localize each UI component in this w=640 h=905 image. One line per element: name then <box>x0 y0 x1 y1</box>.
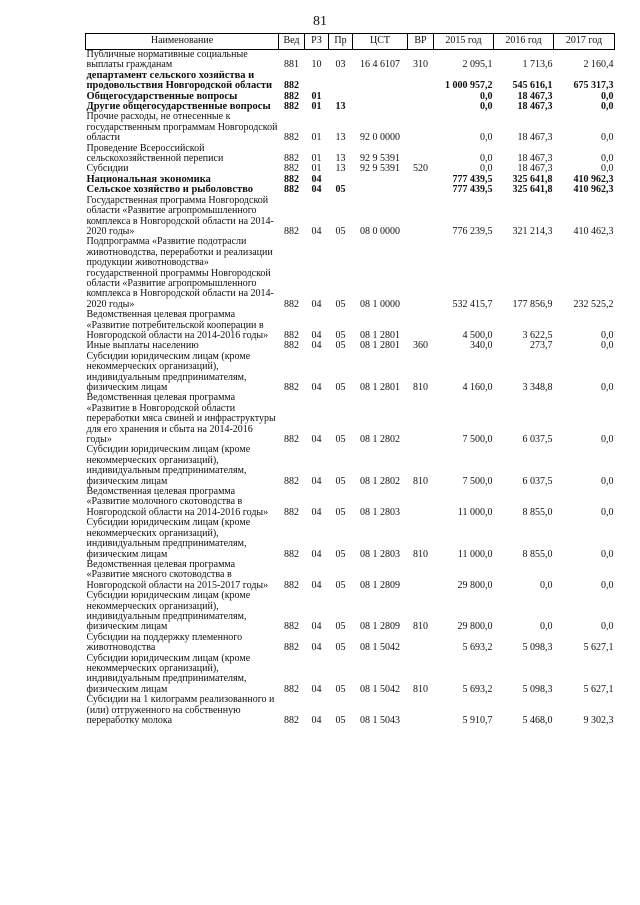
cell-2016: 3 622,5 <box>522 329 553 341</box>
cell-rz: 04 <box>311 506 322 518</box>
cell-name: департамент сельского хозяйства и продовольствия Новгородской области <box>86 69 273 92</box>
cell-cst <box>353 185 408 195</box>
cell-cst: 08 1 2801 <box>360 382 400 393</box>
cell-pr: 05 <box>335 382 346 393</box>
cell-pr: 05 <box>335 434 346 446</box>
cell-2016: 273,7 <box>530 340 553 352</box>
cell-vr <box>408 112 434 143</box>
cell-rz: 04 <box>311 579 322 591</box>
cell-name: Субсидии юридическим лицам (кроме некоммерческих организаций), индивидуальным предпринимателям, физическим лицам <box>86 590 251 633</box>
cell-ved: 882 <box>284 101 299 113</box>
cell-cst: 08 1 5042 <box>360 642 400 654</box>
cell-2017: 0,0 <box>601 101 614 113</box>
cell-2016: 545 616,1 <box>512 80 553 92</box>
cell-name: Субсидии юридическим лицам (кроме некоммерческих организаций), индивидуальным предпринимателям, физическим лицам <box>86 517 251 560</box>
cell-2017: 0,0 <box>601 90 614 102</box>
cell-ved: 882 <box>284 132 299 144</box>
cell-vr: 810 <box>413 683 428 695</box>
cell-cst: 08 1 2809 <box>360 579 400 591</box>
cell-rz <box>305 71 329 92</box>
cell-ved: 882 <box>284 90 299 102</box>
cell-ved: 882 <box>284 184 299 196</box>
cell-2016: 177 856,9 <box>512 298 553 310</box>
cell-vr <box>408 185 434 195</box>
table-row <box>86 654 615 696</box>
header-cst: ЦСТ <box>353 34 408 50</box>
cell-2016: 8 855,0 <box>522 548 553 560</box>
cell-cst <box>353 71 408 92</box>
cell-pr: 13 <box>335 132 346 144</box>
cell-2015: 4 160,0 <box>462 382 493 393</box>
cell-2016: 3 348,8 <box>522 382 553 393</box>
cell-name: Субсидии на поддержку племенного животноводства <box>86 631 243 654</box>
cell-ved: 882 <box>284 579 299 591</box>
cell-rz: 01 <box>311 90 322 102</box>
cell-ved: 882 <box>284 298 299 310</box>
cell-name: Субсидии <box>86 163 129 175</box>
cell-2016: 5 098,3 <box>522 683 553 695</box>
cell-ved: 882 <box>284 163 299 175</box>
cell-2015: 5 693,2 <box>462 642 493 654</box>
cell-pr: 05 <box>335 329 346 341</box>
cell-ved: 881 <box>284 59 299 71</box>
cell-2016: 18 467,3 <box>517 132 553 144</box>
cell-name: Субсидии юридическим лицам (кроме некоммерческих организаций), индивидуальным предпринимателям, физическим лицам <box>86 350 251 393</box>
table-row <box>86 196 615 238</box>
cell-ved: 882 <box>284 475 299 487</box>
cell-pr: 05 <box>335 642 346 654</box>
cell-2015: 532 415,7 <box>452 298 493 310</box>
cell-cst: 16 4 6107 <box>360 59 400 71</box>
cell-2015: 340,0 <box>470 340 493 352</box>
cell-rz: 04 <box>311 329 322 341</box>
cell-2016: 6 037,5 <box>522 475 553 487</box>
header-rz: РЗ <box>305 34 329 50</box>
cell-2015: 0,0 <box>480 90 493 102</box>
cell-vr <box>408 633 434 654</box>
cell-vr: 310 <box>413 59 428 71</box>
cell-ved: 882 <box>284 173 299 185</box>
cell-2015: 0,0 <box>480 132 493 144</box>
cell-rz: 01 <box>311 101 322 113</box>
cell-cst: 08 1 2803 <box>360 506 400 518</box>
cell-cst: 08 1 2802 <box>360 475 400 487</box>
cell-2016: 0,0 <box>540 621 553 633</box>
cell-2015: 7 500,0 <box>462 475 493 487</box>
cell-ved: 882 <box>284 621 299 633</box>
cell-rz: 04 <box>311 642 322 654</box>
cell-2015: 7 500,0 <box>462 434 493 446</box>
cell-rz: 04 <box>311 475 322 487</box>
cell-cst: 92 9 5391 <box>360 153 400 165</box>
table-row <box>86 695 615 726</box>
cell-name: Публичные нормативные социальные выплаты гражданам <box>86 49 248 71</box>
cell-2015: 29 800,0 <box>457 621 493 633</box>
cell-ved: 882 <box>284 340 299 352</box>
cell-2016: 6 037,5 <box>522 434 553 446</box>
cell-2017: 0,0 <box>601 548 614 560</box>
cell-name: Иные выплаты населению <box>86 340 199 352</box>
cell-pr: 05 <box>335 506 346 518</box>
cell-2015: 1 000 957,2 <box>445 80 493 92</box>
cell-cst: 92 0 0000 <box>360 132 400 144</box>
cell-name: Государственная программа Новгородской области «Развитие агропромышленного комплекса в Новгородской области на 2014-2020 годы» <box>86 194 274 237</box>
cell-name: Ведомственная целевая программа «Развитие молочного скотоводства в Новгородской области на 2014-2016 годы» <box>86 486 269 518</box>
cell-2017: 0,0 <box>601 434 614 446</box>
cell-vr: 810 <box>413 382 428 393</box>
cell-pr: 13 <box>335 153 346 165</box>
table-row <box>86 487 615 518</box>
cell-2015: 29 800,0 <box>457 579 493 591</box>
cell-2017: 0,0 <box>601 132 614 144</box>
table-row <box>86 112 615 143</box>
cell-name: Подпрограмма «Развитие подотрасли животноводства, переработки и реализации продукции животноводства» государственной программы Новгородской области «Развитие агропромышленного комплекса в Новгородской области на 2014-2020 годы» <box>86 236 274 310</box>
cell-pr: 03 <box>335 59 346 71</box>
cell-name: Субсидии на 1 килограмм реализованного и (или) отгруженного на собственную переработку молока <box>86 694 275 726</box>
table-row <box>86 310 615 341</box>
cell-rz: 01 <box>311 153 322 165</box>
cell-2017: 232 525,2 <box>573 298 614 310</box>
cell-rz: 04 <box>311 225 322 237</box>
cell-cst <box>353 175 408 185</box>
cell-vr <box>408 393 434 445</box>
cell-2016: 1 713,6 <box>522 59 553 71</box>
cell-2017: 0,0 <box>601 329 614 341</box>
cell-2015: 2 095,1 <box>462 59 493 71</box>
cell-2017: 0,0 <box>601 163 614 175</box>
cell-pr: 05 <box>335 548 346 560</box>
table-row <box>86 71 615 92</box>
cell-ved: 882 <box>284 434 299 446</box>
cell-vr <box>408 175 434 185</box>
cell-pr: 13 <box>335 163 346 175</box>
cell-vr <box>408 102 434 112</box>
cell-ved: 882 <box>284 683 299 695</box>
table-row <box>86 393 615 445</box>
cell-pr <box>329 71 353 92</box>
cell-rz: 04 <box>311 621 322 633</box>
table-body <box>86 50 615 727</box>
table-row <box>86 633 615 654</box>
cell-vr <box>408 560 434 591</box>
cell-pr: 05 <box>335 298 346 310</box>
cell-2016: 5 468,0 <box>522 715 553 726</box>
cell-vr <box>408 487 434 518</box>
header-name: Наименование <box>86 34 279 50</box>
cell-vr: 810 <box>413 475 428 487</box>
cell-pr: 13 <box>335 101 346 113</box>
page-number: 81 <box>313 14 327 29</box>
cell-2017: 5 627,1 <box>583 683 614 695</box>
cell-cst: 08 1 2801 <box>360 340 400 352</box>
cell-2017: 0,0 <box>601 382 614 393</box>
cell-name: Прочие расходы, не отнесенные к государственным программам Новгородской области <box>86 111 278 144</box>
cell-pr: 05 <box>335 184 346 196</box>
cell-2015: 11 000,0 <box>457 506 493 518</box>
table-row <box>86 518 615 560</box>
cell-vr <box>408 196 434 238</box>
header-vr: ВР <box>408 34 434 50</box>
cell-name: Ведомственная целевая программа «Развитие потребительской кооперации в Новгородской области на 2014-2016 годы» <box>86 309 269 341</box>
cell-rz: 01 <box>311 163 322 175</box>
cell-2016: 321 214,3 <box>512 225 553 237</box>
cell-2016: 18 467,3 <box>517 101 553 113</box>
cell-cst: 08 1 2803 <box>360 548 400 560</box>
cell-pr: 05 <box>335 715 346 726</box>
table-row <box>86 237 615 310</box>
cell-2015: 0,0 <box>480 153 493 165</box>
cell-2017: 5 627,1 <box>583 642 614 654</box>
cell-vr: 810 <box>413 548 428 560</box>
cell-cst: 08 1 2801 <box>360 329 400 341</box>
cell-rz: 04 <box>311 382 322 393</box>
header-2016: 2016 год <box>494 34 554 50</box>
header-2017: 2017 год <box>554 34 615 50</box>
cell-2016: 18 467,3 <box>517 163 553 175</box>
cell-pr: 05 <box>335 683 346 695</box>
cell-2017: 0,0 <box>601 475 614 487</box>
header-2015: 2015 год <box>434 34 494 50</box>
cell-2017: 410 962,3 <box>573 173 614 185</box>
cell-2016: 18 467,3 <box>517 90 553 102</box>
cell-cst: 08 1 5043 <box>360 715 400 726</box>
cell-rz: 04 <box>311 173 322 185</box>
cell-ved: 882 <box>284 506 299 518</box>
cell-2017: 0,0 <box>601 621 614 633</box>
cell-pr: 05 <box>335 225 346 237</box>
cell-2015: 5 693,2 <box>462 683 493 695</box>
cell-rz: 04 <box>311 340 322 352</box>
cell-2017: 675 317,3 <box>573 80 614 92</box>
cell-ved: 882 <box>284 80 299 92</box>
cell-vr: 360 <box>413 340 428 352</box>
cell-ved: 882 <box>284 329 299 341</box>
cell-vr: 810 <box>413 621 428 633</box>
cell-rz: 10 <box>311 59 322 71</box>
table-row <box>86 591 615 633</box>
cell-cst <box>353 102 408 112</box>
cell-ved: 882 <box>284 153 299 165</box>
cell-name: Ведомственная целевая программа «Развитие в Новгородской области переработки мяса свиней и инфраструктуры для его хранения и сбыта на 2014-2016 годы» <box>86 392 276 446</box>
table-row <box>86 445 615 487</box>
cell-vr <box>408 92 434 102</box>
cell-vr <box>408 71 434 92</box>
cell-2017: 410 462,3 <box>573 225 614 237</box>
cell-2015: 4 500,0 <box>462 329 493 341</box>
budget-table <box>85 33 615 726</box>
table-row <box>86 50 615 71</box>
cell-2016: 325 641,8 <box>512 173 553 185</box>
cell-ved: 882 <box>284 225 299 237</box>
cell-cst: 08 1 2809 <box>360 621 400 633</box>
cell-2015: 11 000,0 <box>457 548 493 560</box>
cell-rz: 04 <box>311 184 322 196</box>
cell-pr: 05 <box>335 340 346 352</box>
cell-2016: 5 098,3 <box>522 642 553 654</box>
cell-ved: 882 <box>284 715 299 726</box>
cell-name: Проведение Всероссийской сельскохозяйственной переписи <box>86 142 224 165</box>
cell-vr: 520 <box>413 163 428 175</box>
cell-vr <box>408 310 434 341</box>
header-pr: Пр <box>329 34 353 50</box>
cell-2017: 0,0 <box>601 506 614 518</box>
cell-name: Общегосударственные вопросы <box>86 90 238 102</box>
cell-ved: 882 <box>284 548 299 560</box>
cell-2015: 0,0 <box>480 101 493 113</box>
cell-2015: 776 239,5 <box>452 225 493 237</box>
cell-2015: 777 439,5 <box>452 173 493 185</box>
cell-2016: 325 641,8 <box>512 184 553 196</box>
cell-name: Сельское хозяйство и рыболовство <box>86 184 254 196</box>
cell-2017: 410 962,3 <box>573 184 614 196</box>
cell-name: Другие общегосударственные вопросы <box>86 101 271 113</box>
cell-2017: 0,0 <box>601 579 614 591</box>
cell-rz: 04 <box>311 715 322 726</box>
cell-2016: 0,0 <box>540 579 553 591</box>
cell-pr: 05 <box>335 475 346 487</box>
cell-cst: 08 1 5042 <box>360 683 400 695</box>
header-ved: Вед <box>279 34 305 50</box>
cell-name: Субсидии юридическим лицам (кроме некоммерческих организаций), индивидуальным предпринимателям, физическим лицам <box>86 652 251 695</box>
cell-ved: 882 <box>284 642 299 654</box>
cell-2016: 8 855,0 <box>522 506 553 518</box>
table-row <box>86 144 615 165</box>
cell-pr: 05 <box>335 579 346 591</box>
cell-cst: 92 9 5391 <box>360 163 400 175</box>
table-row <box>86 560 615 591</box>
cell-2017: 9 302,3 <box>583 715 614 726</box>
cell-cst: 08 1 2802 <box>360 434 400 446</box>
cell-name: Ведомственная целевая программа «Развитие мясного скотоводства в Новгородской области на 2015-2017 годы» <box>86 558 269 591</box>
cell-2017: 0,0 <box>601 340 614 352</box>
cell-pr: 05 <box>335 621 346 633</box>
cell-rz: 04 <box>311 683 322 695</box>
cell-cst: 08 1 0000 <box>360 298 400 310</box>
cell-vr <box>408 237 434 310</box>
cell-cst: 08 0 0000 <box>360 225 400 237</box>
cell-rz: 04 <box>311 298 322 310</box>
cell-name: Национальная экономика <box>86 173 211 185</box>
table-row <box>86 352 615 394</box>
cell-2016: 18 467,3 <box>517 153 553 165</box>
cell-2015: 777 439,5 <box>452 184 493 196</box>
cell-2015: 0,0 <box>480 163 493 175</box>
cell-ved: 882 <box>284 382 299 393</box>
cell-rz: 04 <box>311 548 322 560</box>
cell-vr <box>408 144 434 165</box>
cell-name: Субсидии юридическим лицам (кроме некоммерческих организаций), индивидуальным предпринимателям, физическим лицам <box>86 444 251 487</box>
cell-vr <box>408 695 434 726</box>
table-header-row <box>86 34 615 50</box>
cell-2017: 2 160,4 <box>583 59 614 71</box>
cell-rz: 01 <box>311 132 322 144</box>
cell-2017: 0,0 <box>601 153 614 165</box>
cell-cst <box>353 92 408 102</box>
cell-2015: 5 910,7 <box>462 715 493 726</box>
cell-rz: 04 <box>311 434 322 446</box>
